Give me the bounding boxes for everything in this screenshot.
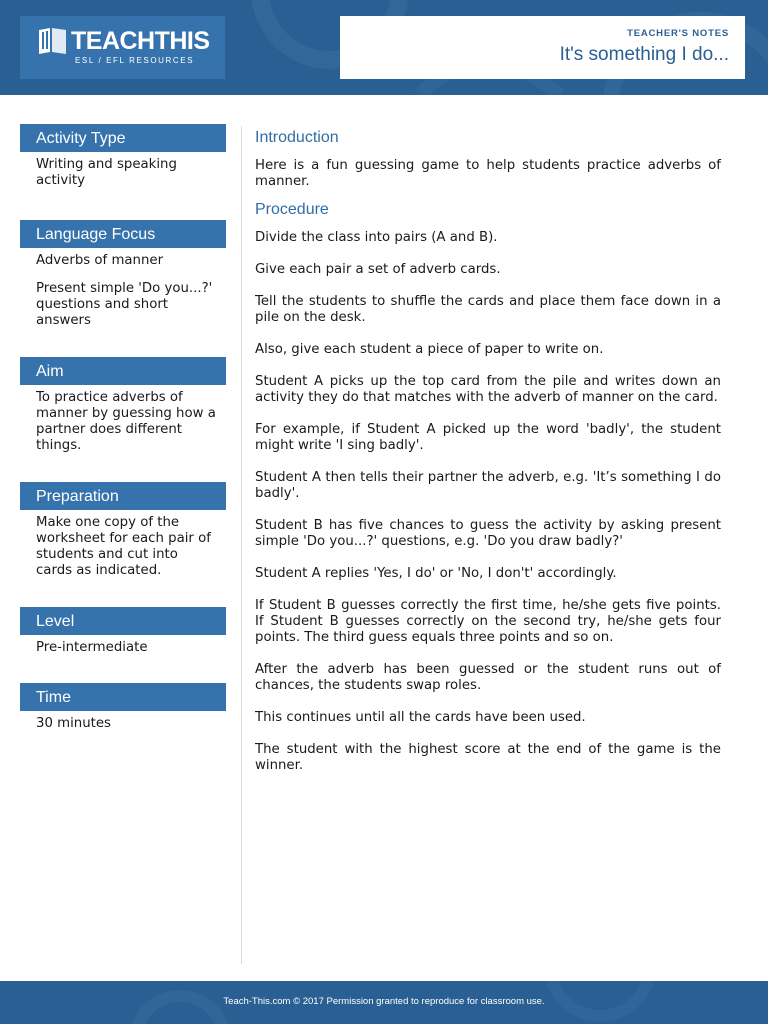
sidebar-body [20,157,226,220]
brand-tagline: ESL / EFL RESOURCES [75,56,195,65]
sidebar-text: Present simple 'Do you...?' questions and short answers [36,281,213,328]
column-divider [241,126,242,964]
procedure-step: Student A then tells their partner the adverb, e.g. 'It’s something I do badly'. [255,470,721,501]
sidebar-body [20,253,226,357]
page-header [0,0,768,95]
procedure-step: Divide the class into pairs (A and B). [255,230,498,245]
main-content [255,128,721,774]
sidebar-text: 30 minutes [36,716,111,731]
procedure-step: If Student B guesses correctly the first time, he/she gets five points. If Student B guesses correctly on the second try, he/she gets four points. The third guess equals three points and so on. [255,598,721,645]
sidebar-section-level [20,607,226,683]
procedure-step: After the adverb has been guessed or the student runs out of chances, the students swap roles. [255,662,721,693]
sidebar-body [20,515,226,607]
introduction-text: Here is a fun guessing game to help students practice adverbs of manner. [255,158,721,189]
procedure-list [255,230,721,774]
sidebar-body [20,390,226,482]
sidebar [20,124,226,746]
procedure-step: Tell the students to shuffle the cards and place them face down in a pile on the desk. [255,294,721,325]
sidebar-heading: Time [20,683,226,711]
procedure-step: Also, give each student a piece of paper to write on. [255,342,604,357]
copyright-notice: Teach-This.com © 2017 Permission granted to reproduce for classroom use. [223,996,545,1007]
procedure-step: Student A picks up the top card from the pile and writes down an activity they do that matches with the adverb of manner on the card. [255,374,721,405]
sidebar-section-preparation [20,482,226,607]
procedure-step: The student with the highest score at the end of the game is the winner. [255,742,721,773]
sidebar-body [20,640,226,683]
introduction-heading: Introduction [255,129,339,146]
notes-kicker: TEACHER'S NOTES [627,28,729,39]
brand-logo[interactable] [20,16,225,79]
procedure-step: Student B has five chances to guess the activity by asking present simple 'Do you...?' questions, e.g. 'Do you draw badly?' [255,518,721,549]
sidebar-heading: Level [20,607,226,635]
sidebar-section-activity-type [20,124,226,220]
sidebar-heading: Activity Type [20,124,226,152]
sidebar-heading: Language Focus [20,220,226,248]
sidebar-section-language-focus [20,220,226,357]
sidebar-heading: Preparation [20,482,226,510]
title-panel [340,16,745,79]
sidebar-section-time [20,683,226,746]
page-footer [0,981,768,1024]
procedure-step: For example, if Student A picked up the word 'badly', the student might write 'I sing badly'. [255,422,721,453]
brand-name: TEACHTHIS [71,27,210,55]
book-icon [36,26,70,56]
sidebar-text: Adverbs of manner [36,253,164,268]
sidebar-text: Make one copy of the worksheet for each pair of students and cut into cards as indicated. [36,515,211,578]
sidebar-section-aim [20,357,226,482]
page-title: It's something I do... [559,44,729,65]
sidebar-heading: Aim [20,357,226,385]
procedure-heading: Procedure [255,201,329,218]
sidebar-text: Writing and speaking activity [36,157,177,188]
procedure-step: Give each pair a set of adverb cards. [255,262,501,277]
sidebar-text: Pre-intermediate [36,640,148,655]
procedure-step: This continues until all the cards have been used. [255,710,586,725]
sidebar-text: To practice adverbs of manner by guessing how a partner does different things. [36,390,216,453]
sidebar-body [20,716,226,746]
procedure-step: Student A replies 'Yes, I do' or 'No, I don't' accordingly. [255,566,617,581]
